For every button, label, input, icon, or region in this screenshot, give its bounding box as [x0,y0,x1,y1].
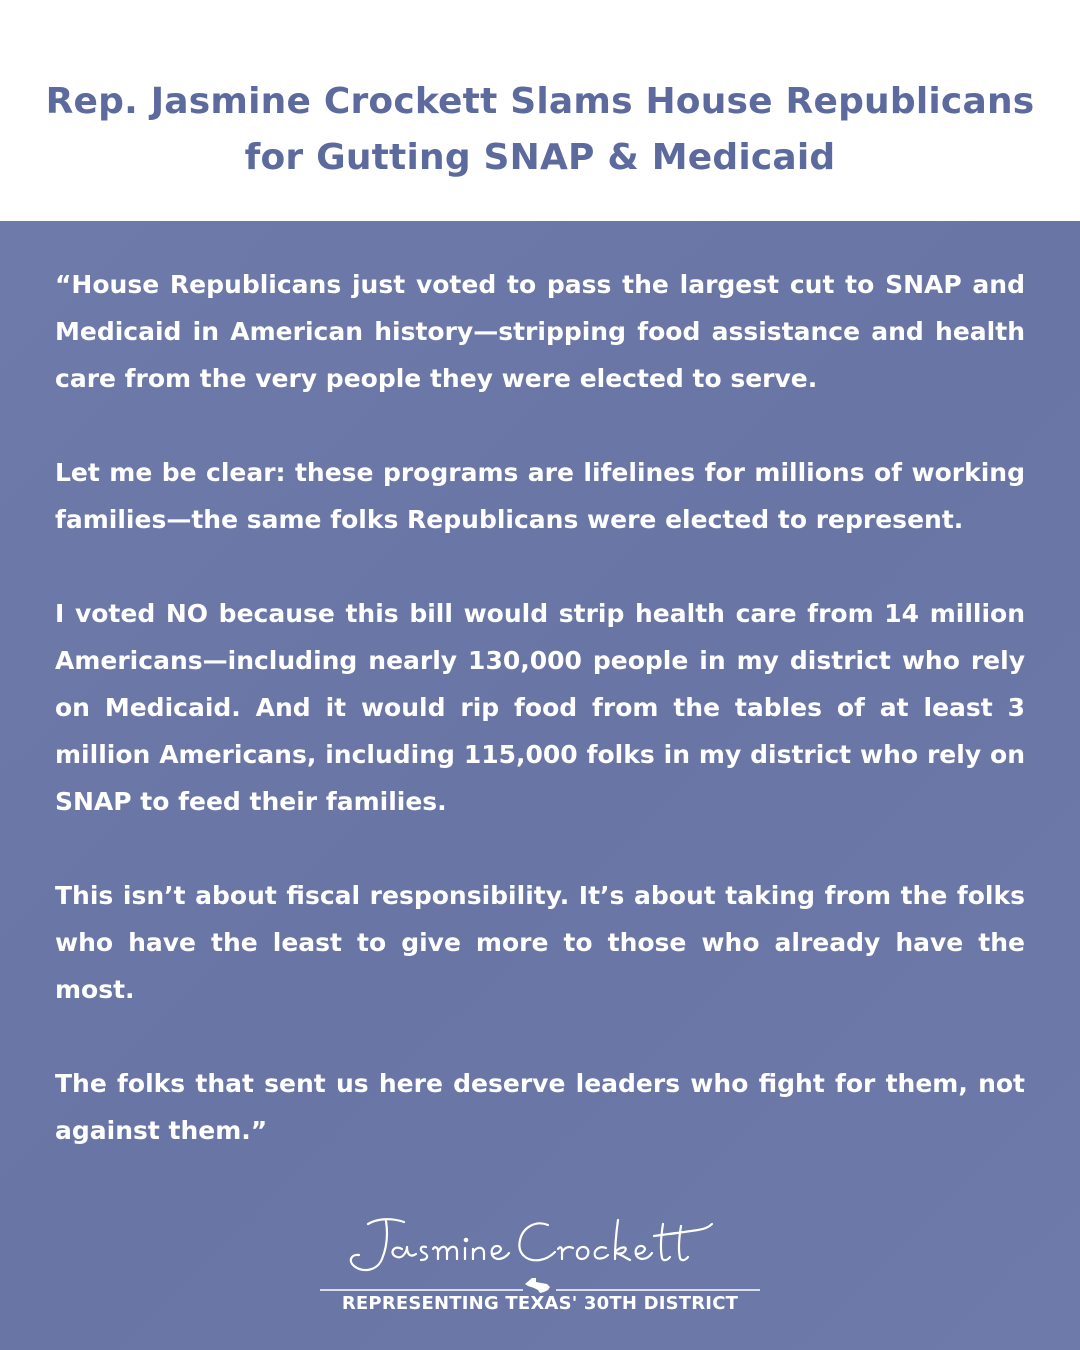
header [0,0,1080,221]
signature [320,1212,760,1278]
quote-text [55,261,1025,1154]
quote-paragraph-4: This isn’t about fiscal responsibility. It’s about taking from the folks who have the least to give more to those who already have the most. [55,881,1025,1004]
quote-paragraph-3: I voted NO because this bill would strip health care from 14 million Americans—including nearly 130,000 people in my district who rely on Medicaid. And it would rip food from the tables of at least 3 million Americans, including 115,000 folks in my district who rely on SNAP to feed their families. [55,599,1025,816]
quote-paragraph-2: Let me be clear: these programs are lifelines for millions of working families—the same folks Republicans were elected to represent. [55,458,1025,534]
quote-paragraph-1: “House Republicans just voted to pass the largest cut to SNAP and Medicaid in American history—stripping food assistance and health care from the very people they were elected to serve. [55,270,1025,393]
page-title: Rep. Jasmine Crockett Slams House Republicans for Gutting SNAP & Medicaid [45,81,1035,178]
quote-paragraph-5: The folks that sent us here deserve leaders who fight for them, not against them.” [55,1069,1025,1145]
texas-icon [525,1278,550,1293]
quote-panel [0,221,1080,1350]
district-tagline: REPRESENTING TEXAS' 30TH DISTRICT [341,1293,739,1314]
signature-block [320,1212,760,1322]
divider-line [320,1277,760,1293]
